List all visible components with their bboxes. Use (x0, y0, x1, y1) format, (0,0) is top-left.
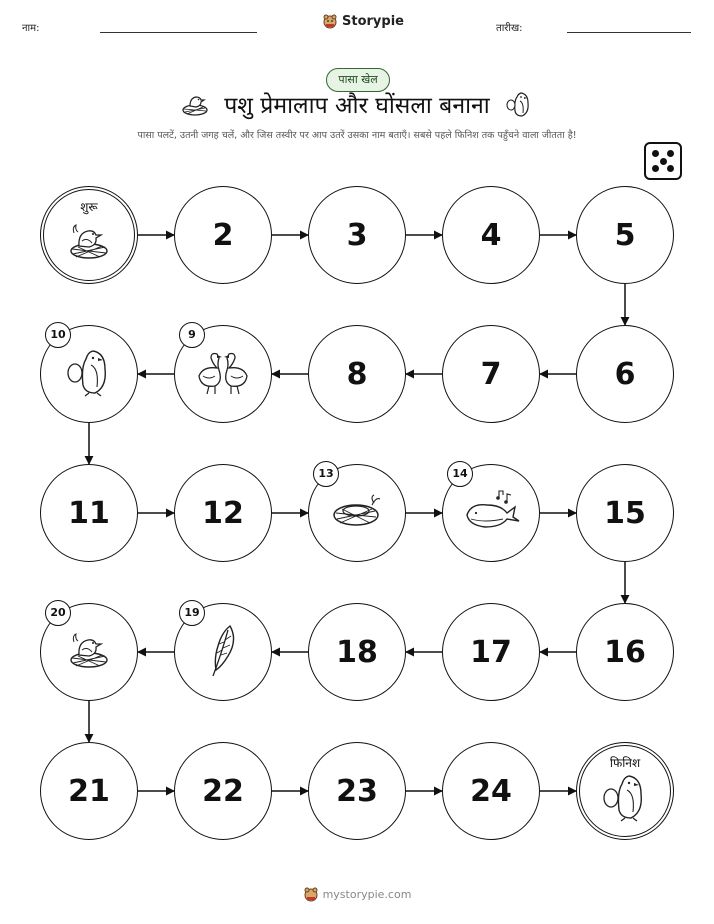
feather-icon (208, 622, 238, 682)
space-number: 22 (202, 773, 244, 809)
space-number: 16 (604, 634, 646, 670)
space-number: 23 (336, 773, 378, 809)
board-space (308, 325, 406, 423)
board-space (442, 742, 540, 840)
bird-nest-icon (66, 221, 112, 265)
swans-icon (191, 346, 255, 402)
board-space (308, 186, 406, 284)
title-text: पशु प्रेमालाप और घोंसला बनाना (224, 93, 490, 119)
board-space (174, 186, 272, 284)
space-label: फिनिश (609, 756, 641, 770)
space-number: 18 (336, 634, 378, 670)
space-number: 7 (480, 356, 502, 392)
penguin-egg-icon (61, 345, 117, 403)
storypie-logo-icon (303, 886, 319, 902)
board-space (576, 186, 674, 284)
space-number: 5 (614, 217, 636, 253)
start-space (40, 186, 138, 284)
board-space (308, 603, 406, 701)
footer-url[interactable]: mystorypie.com (322, 887, 412, 901)
board-space (442, 464, 540, 562)
board-space (174, 464, 272, 562)
name-label: नाम: (22, 23, 40, 34)
board-space (576, 325, 674, 423)
space-number: 6 (614, 356, 636, 392)
space-number: 12 (202, 495, 244, 531)
space-number: 3 (346, 217, 368, 253)
game-type-badge: पासा खेल (326, 68, 390, 92)
space-number-badge: 19 (179, 600, 205, 626)
space-number-badge: 10 (45, 322, 71, 348)
bird-nest-icon (66, 630, 112, 674)
board-space (442, 325, 540, 423)
whale-icon (461, 489, 521, 537)
space-label: शुरू (80, 200, 98, 214)
date-label: तारीख: (496, 23, 523, 34)
penguin-egg-icon (597, 770, 653, 828)
board-space (442, 603, 540, 701)
board-space (174, 603, 272, 701)
space-number: 8 (346, 356, 368, 392)
space-number: 4 (480, 217, 502, 253)
board-space (308, 464, 406, 562)
brand-name: Storypie (342, 13, 404, 29)
space-number: 17 (470, 634, 512, 670)
space-number: 15 (604, 495, 646, 531)
finish-space (576, 742, 674, 840)
space-number: 11 (68, 495, 110, 531)
footer (0, 886, 714, 902)
board-space (308, 742, 406, 840)
board-space (40, 464, 138, 562)
board-space (40, 603, 138, 701)
board-space (576, 603, 674, 701)
nest-icon (330, 493, 384, 533)
board-space (576, 464, 674, 562)
space-number: 2 (212, 217, 234, 253)
board-space (174, 325, 272, 423)
space-number-badge: 20 (45, 600, 71, 626)
space-number-badge: 13 (313, 461, 339, 487)
instructions: पासा पलटें, उतनी जगह चलें, और जिस तस्वीर पर आप उतरें उसका नाम बताएँ। सबसे पहले फिनिश तक पहुँचने वाला जीतता है! (137, 130, 577, 141)
board-space (40, 742, 138, 840)
space-number: 21 (68, 773, 110, 809)
space-number-badge: 9 (179, 322, 205, 348)
space-number: 24 (470, 773, 512, 809)
space-number-badge: 14 (447, 461, 473, 487)
board-space (442, 186, 540, 284)
board-space (40, 325, 138, 423)
board-space (174, 742, 272, 840)
